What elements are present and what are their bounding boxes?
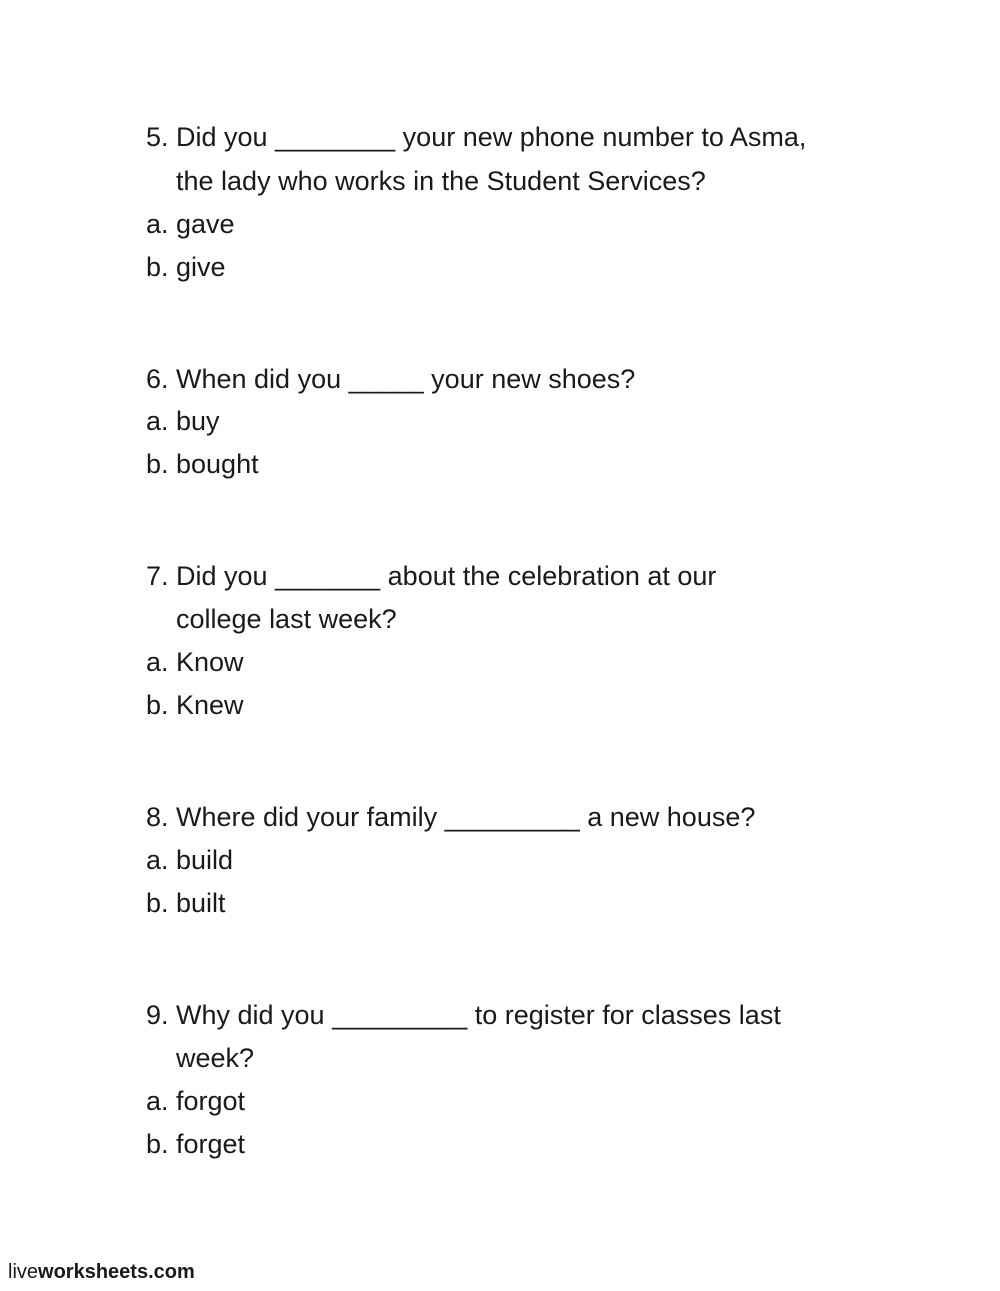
option-text: built xyxy=(176,888,226,918)
option-text: forget xyxy=(176,1129,246,1159)
question-6-option-a[interactable] xyxy=(146,404,220,438)
question-9-text-line-2: week? xyxy=(176,1043,255,1073)
option-letter: a. xyxy=(146,209,169,239)
question-7-text-line-1: Did you _______ about the celebration at our xyxy=(176,561,717,591)
question-6-line-1 xyxy=(146,362,635,396)
question-7-option-a[interactable] xyxy=(146,645,244,679)
question-5-option-b[interactable] xyxy=(146,250,226,284)
question-9-line-1 xyxy=(146,998,781,1032)
option-letter: a. xyxy=(146,845,169,875)
question-8-number: 8. xyxy=(146,802,169,832)
question-7-number: 7. xyxy=(146,561,169,591)
liveworksheets-footer-logo xyxy=(8,1259,195,1285)
question-9-option-a[interactable] xyxy=(146,1084,245,1118)
footer-brand-light: live xyxy=(8,1261,39,1283)
question-8-text-line-1: Where did your family _________ a new house? xyxy=(176,802,756,832)
option-text: forgot xyxy=(176,1086,246,1116)
option-letter: a. xyxy=(146,1086,169,1116)
question-9-line-2 xyxy=(146,1041,254,1075)
option-letter: a. xyxy=(146,406,169,436)
question-8-option-b[interactable] xyxy=(146,886,226,920)
option-text: give xyxy=(176,252,226,282)
question-6-number: 6. xyxy=(146,364,169,394)
question-8-option-a[interactable] xyxy=(146,843,233,877)
option-text: bought xyxy=(176,449,259,479)
question-5-text-line-1: Did you ________ your new phone number to Asma, xyxy=(176,122,807,152)
question-5-option-a[interactable] xyxy=(146,207,235,241)
question-5-line-1 xyxy=(146,120,806,154)
question-6-option-b[interactable] xyxy=(146,447,259,481)
question-6-text-line-1: When did you _____ your new shoes? xyxy=(176,364,636,394)
option-text: gave xyxy=(176,209,235,239)
footer-brand-suffix: .com xyxy=(148,1261,195,1283)
question-9-text-line-1: Why did you _________ to register for classes last xyxy=(176,1000,781,1030)
option-letter: b. xyxy=(146,1129,169,1159)
question-7-text-line-2: college last week? xyxy=(176,604,397,634)
option-text: Knew xyxy=(176,690,244,720)
option-text: build xyxy=(176,845,234,875)
question-5-number: 5. xyxy=(146,122,169,152)
footer-brand-bold: worksheets xyxy=(38,1261,149,1283)
question-7-option-b[interactable] xyxy=(146,688,244,722)
option-letter: b. xyxy=(146,690,169,720)
question-8-line-1 xyxy=(146,800,755,834)
question-9-number: 9. xyxy=(146,1000,169,1030)
question-7-line-2 xyxy=(146,602,397,636)
question-9-option-b[interactable] xyxy=(146,1127,245,1161)
question-7-line-1 xyxy=(146,559,716,593)
option-letter: b. xyxy=(146,252,169,282)
option-text: Know xyxy=(176,647,244,677)
question-5-line-2 xyxy=(146,164,706,198)
question-5-text-line-2: the lady who works in the Student Services? xyxy=(176,166,706,196)
option-letter: b. xyxy=(146,449,169,479)
option-text: buy xyxy=(176,406,220,436)
option-letter: a. xyxy=(146,647,169,677)
option-letter: b. xyxy=(146,888,169,918)
